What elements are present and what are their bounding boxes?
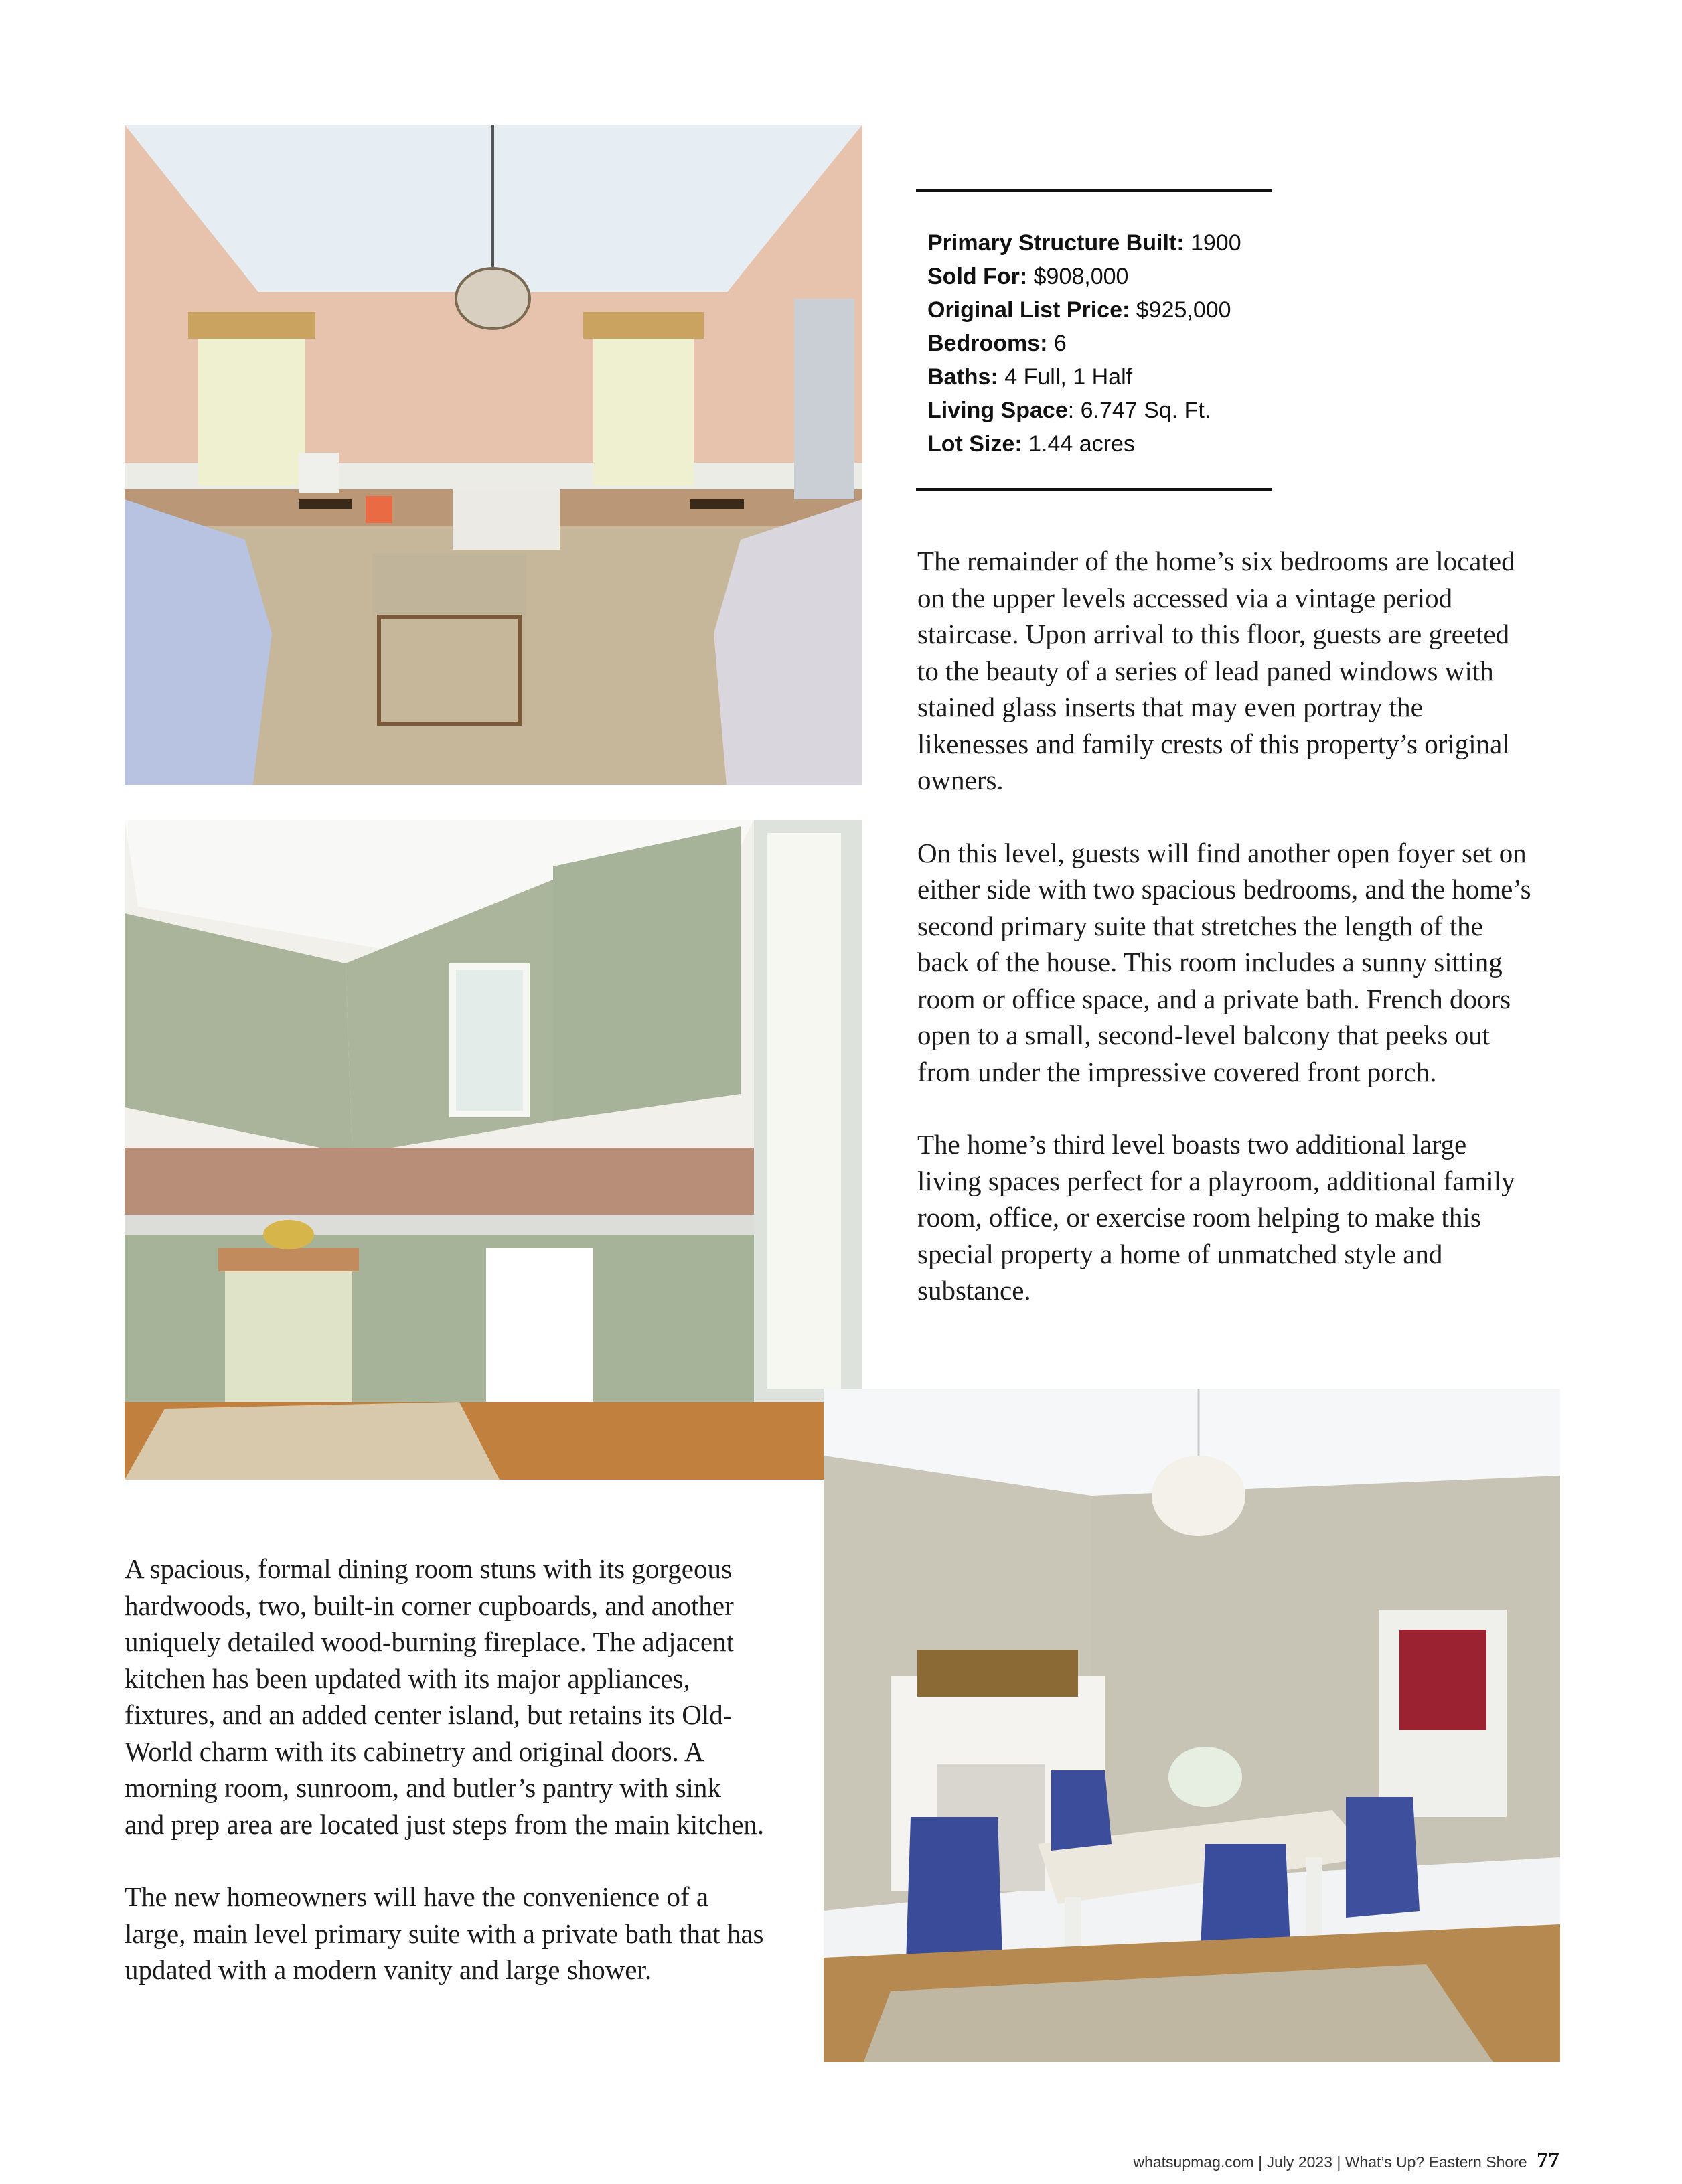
- footer-publication: What’s Up? Eastern Shore: [1345, 2153, 1527, 2171]
- article-column-right: [917, 543, 1533, 1345]
- dining-room-photo: [824, 1389, 1560, 2062]
- page-footer: [1133, 2148, 1559, 2173]
- fact-sold-for: Sold For: $908,000: [927, 264, 1129, 289]
- fact-baths: Baths: 4 Full, 1 Half: [927, 364, 1133, 390]
- fact-lot-size: Lot Size: 1.44 acres: [927, 431, 1135, 457]
- paragraph: On this level, guests will find another open foyer set on either side with two spacious bedrooms, and the home’s second primary suite that stretches the length of the back of the house. This room includes a sunny sitting room or office space, and a private bath. French doors open to a small, second-level balcony that peeks out from under the impressive covered front porch.: [917, 837, 1531, 1087]
- living-room-photo: [125, 125, 862, 785]
- facts-bottom-rule: [916, 488, 1272, 491]
- fact-bedrooms: Bedrooms: 6: [927, 331, 1067, 356]
- fact-built: Primary Structure Built: 1900: [927, 230, 1241, 256]
- fact-list-price: Original List Price: $925,000: [927, 297, 1231, 323]
- kitchen-photo: [125, 820, 862, 1480]
- paragraph: The new homeowners will have the convenience of a large, main level primary suite with a private bath that has updated with a modern vanity and large shower.: [125, 1881, 764, 1985]
- footer-site: whatsupmag.com: [1133, 2153, 1254, 2171]
- paragraph: The home’s third level boasts two additional large living spaces perfect for a playroom, additional family room, office, or exercise room helping to make this special property a home of unmatched style and substance.: [917, 1129, 1515, 1306]
- paragraph: The remainder of the home’s six bedrooms are located on the upper levels accessed via a vintage period staircase. Upon arrival to this floor, guests are greeted to the beauty of a series of lead paned windows with stained glass inserts that may even portray the likenesses and family crests of this property’s original owners.: [917, 546, 1515, 795]
- fact-living-space: Living Space: 6.747 Sq. Ft.: [927, 398, 1211, 423]
- page-number: 77: [1537, 2148, 1559, 2173]
- paragraph: A spacious, formal dining room stuns with its gorgeous hardwoods, two, built-in corner cupboards, and another uniquely detailed wood-burning fireplace. The adjacent kitchen has been updated with its major appliances, fixtures, and an added center island, but retains its Old-World charm with its cabinetry and original doors. A morning room, sunroom, and butler’s pantry with sink and prep area are located just steps from the main kitchen.: [125, 1553, 765, 1840]
- facts-top-rule: [916, 189, 1272, 192]
- article-column-left: [125, 1551, 767, 2025]
- property-facts: [927, 226, 1302, 461]
- footer-separator: |: [1336, 2153, 1341, 2171]
- footer-issue: July 2023: [1266, 2153, 1332, 2171]
- footer-separator: |: [1258, 2153, 1263, 2171]
